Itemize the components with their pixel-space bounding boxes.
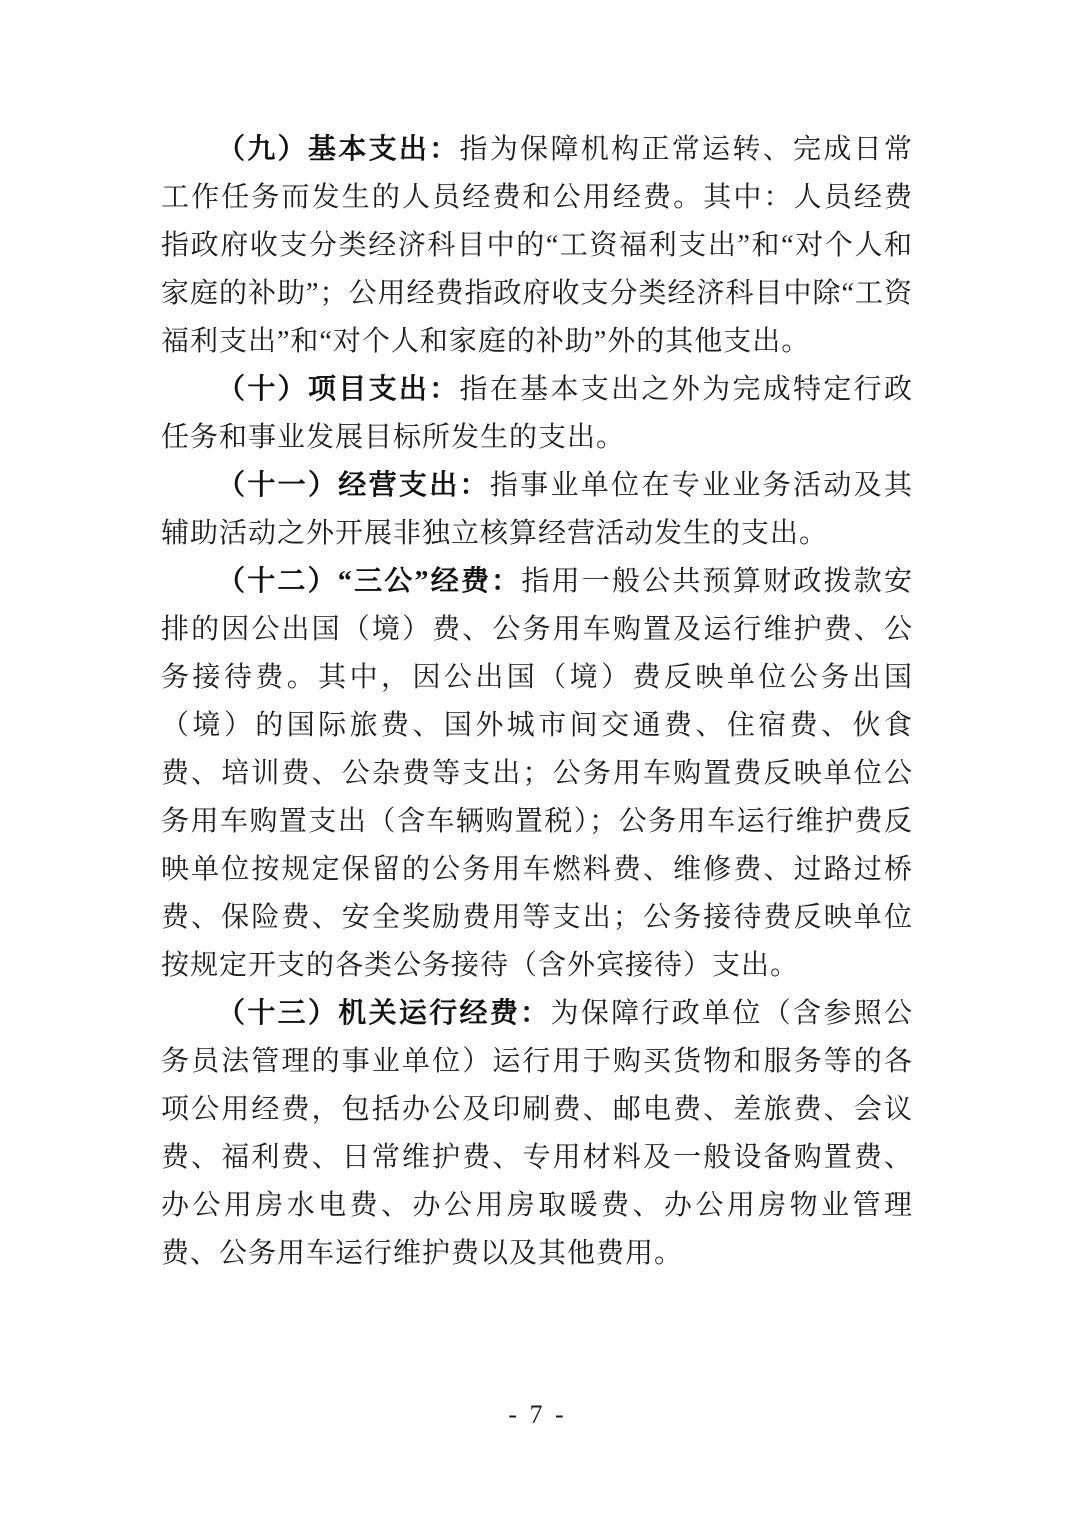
clause-text: 指为保障机构正常运转、完成日常工作任务而发生的人员经费和公用经费。其中：人员经费指政府收支分类经济科目中的“工资福利支出”和“对个人和家庭的补助”；公用经费指政府收支分类经济科目中除“工资福利支出”和“对个人和家庭的补助”外的其他支出。 <box>161 134 913 357</box>
clause-text: 指用一般公共预算财政拨款安排的因公出国（境）费、公务用车购置及运行维护费、公务接待费。其中，因公出国（境）费反映单位公务出国（境）的国际旅费、国外城市间交通费、住宿费、伙食费、培训费、公杂费等支出；公务用车购置费反映单位公务用车购置支出（含车辆购置税）；公务用车运行维护费反映单位按规定保留的公务用车燃料费、维修费、过路过桥费、保险费、安全奖励费用等支出；公务接待费反映单位按规定开支的各类公务接待（含外宾接待）支出。 <box>161 566 913 981</box>
clause-label: （十三）机关运行经费： <box>217 998 551 1029</box>
paragraph-project-expenditure <box>161 366 913 462</box>
clause-label: （九）基本支出： <box>217 134 460 165</box>
clause-label: （十）项目支出： <box>217 374 460 405</box>
clause-text: 指在基本支出之外为完成特定行政任务和事业发展目标所发生的支出。 <box>161 374 913 453</box>
clause-label: （十二）“三公”经费： <box>217 566 522 597</box>
page-number: - 7 - <box>508 1400 567 1429</box>
clause-text: 指事业单位在专业业务活动及其辅助活动之外开展非独立核算经营活动发生的支出。 <box>161 470 913 549</box>
document-body <box>161 126 913 1278</box>
paragraph-three-public-funds <box>161 558 913 990</box>
paragraph-basic-expenditure <box>161 126 913 366</box>
clause-text: 为保障行政单位（含参照公务员法管理的事业单位）运行用于购买货物和服务等的各项公用经费，包括办公及印刷费、邮电费、差旅费、会议费、福利费、日常维护费、专用材料及一般设备购置费、办公用房水电费、办公用房取暖费、办公用房物业管理费、公务用车运行维护费以及其他费用。 <box>161 998 913 1269</box>
paragraph-agency-operating-funds <box>161 990 913 1278</box>
paragraph-operating-expenditure <box>161 462 913 558</box>
clause-label: （十一）经营支出： <box>217 470 490 501</box>
